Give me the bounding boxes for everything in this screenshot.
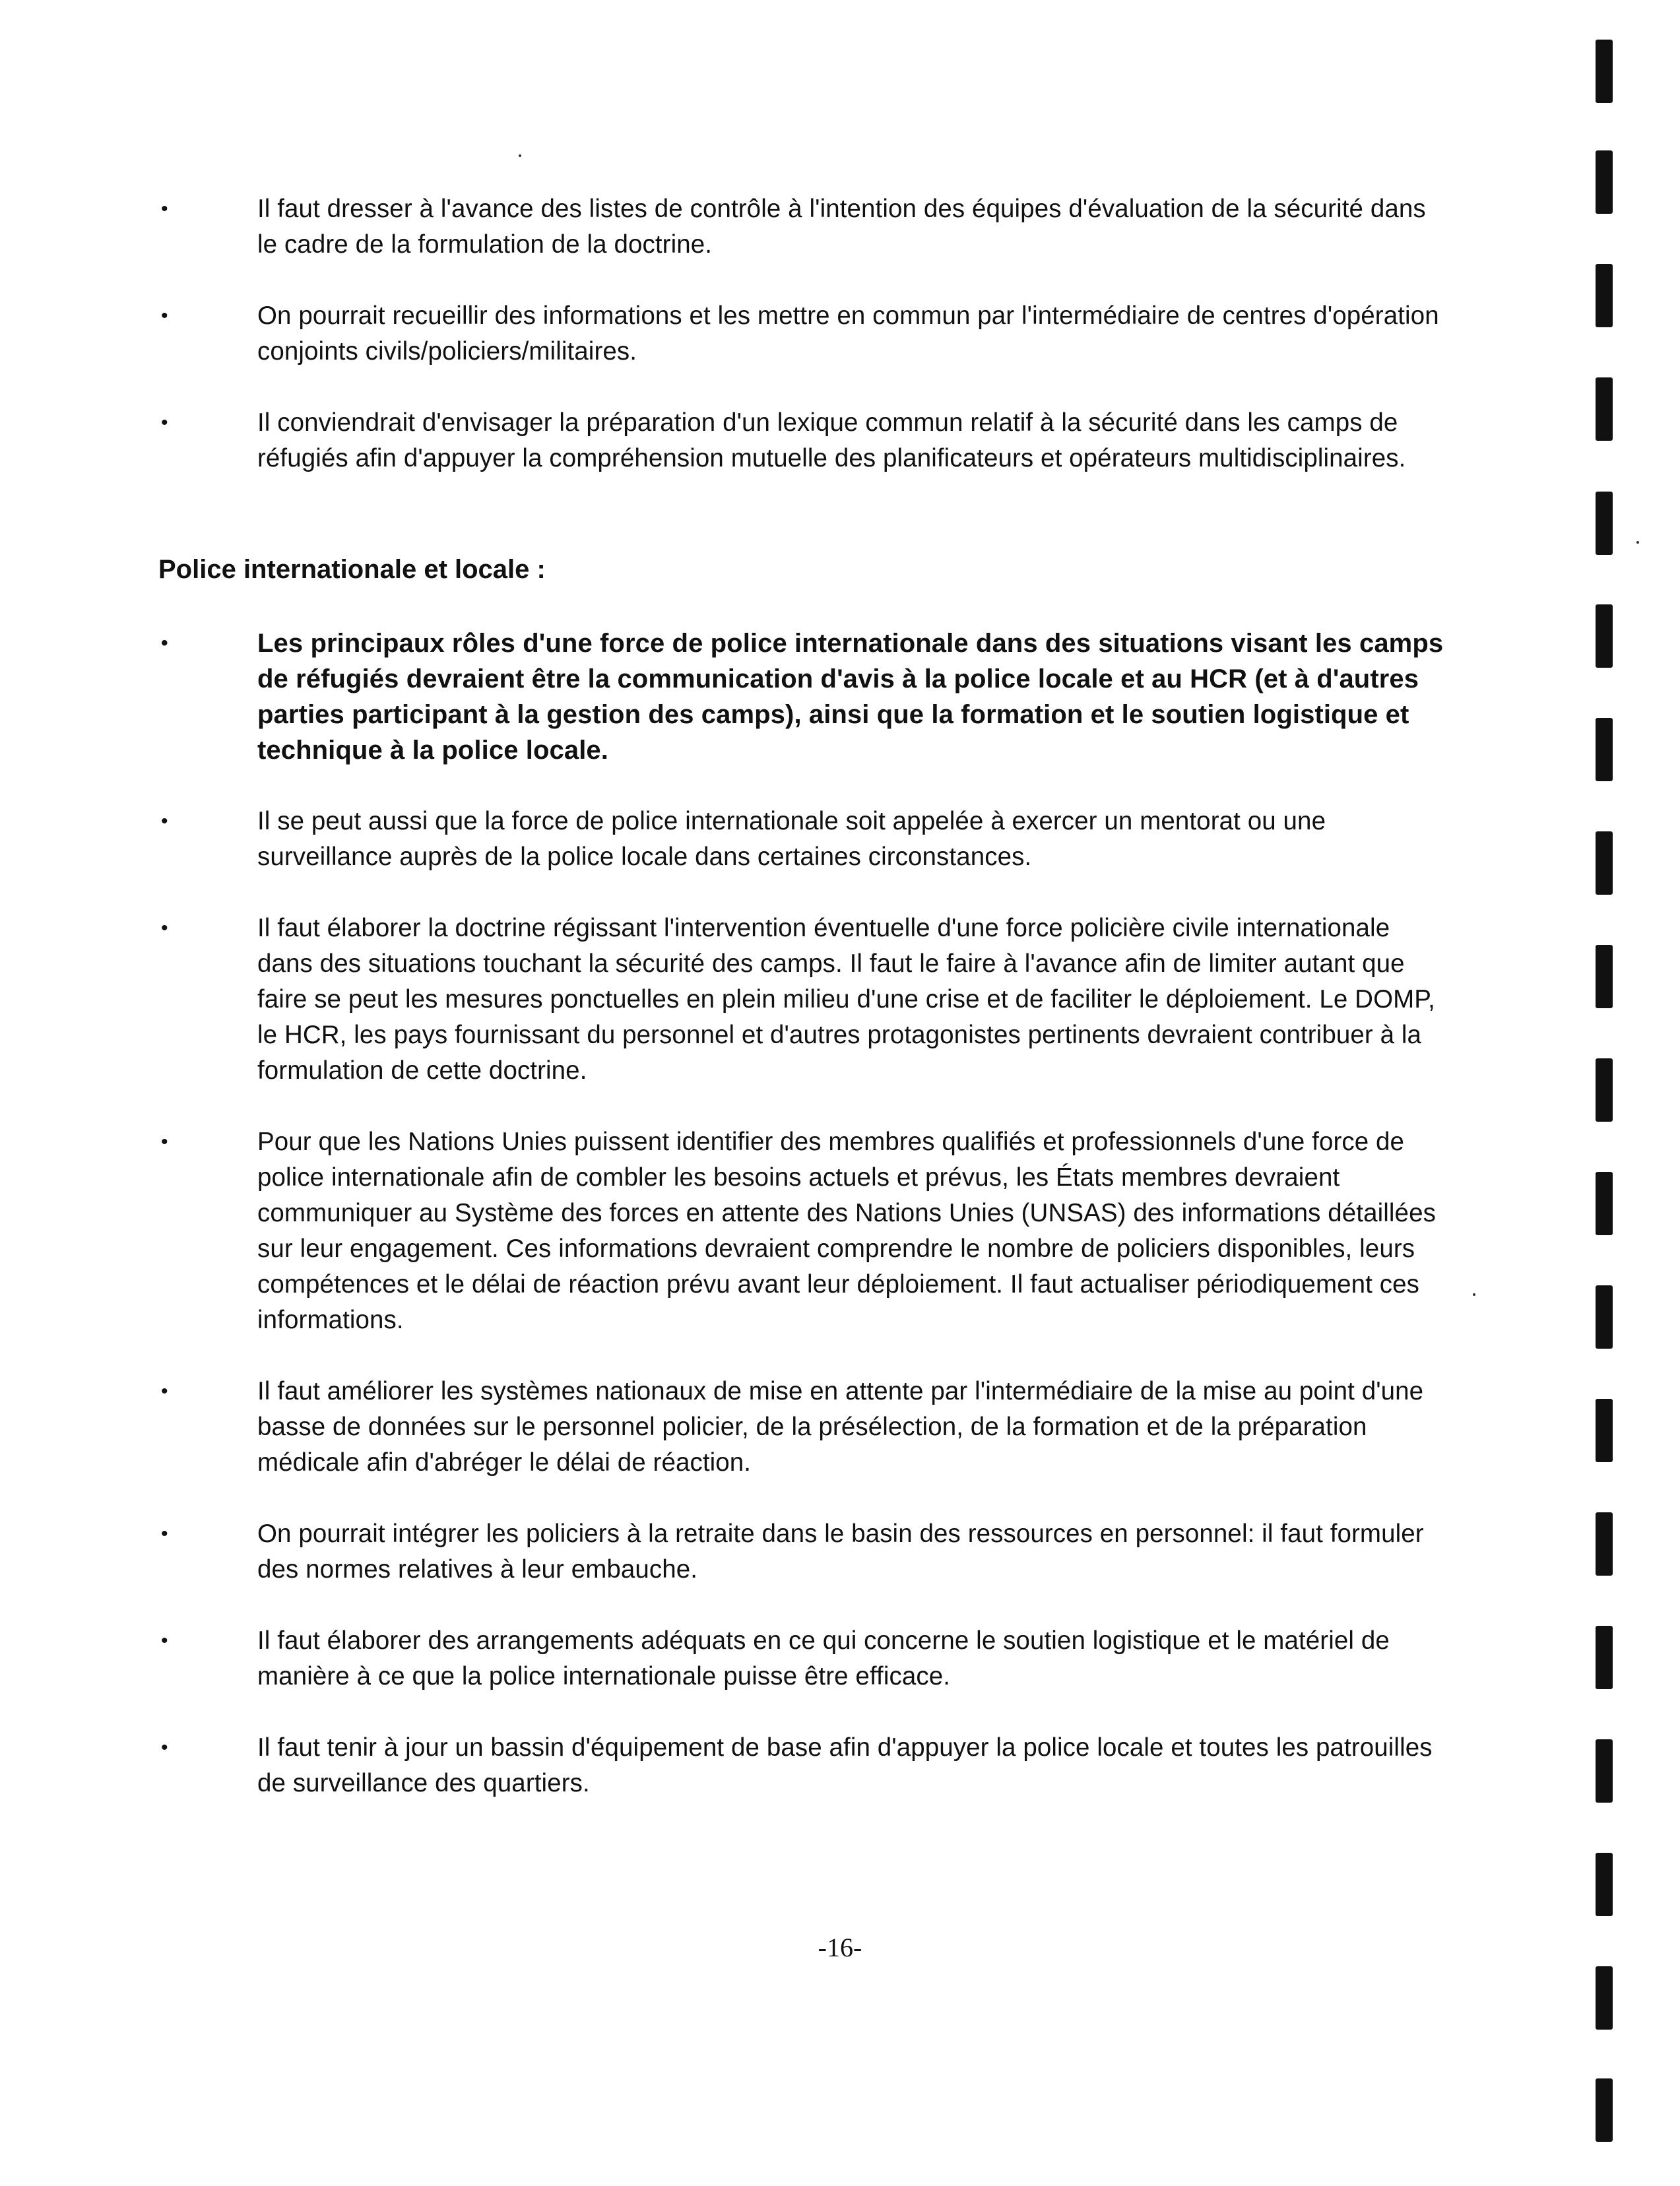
- bullet-list-police: [158, 626, 1452, 1801]
- edge-mark: [1596, 945, 1613, 1008]
- list-item: [158, 191, 1452, 263]
- bullet-marker: •: [161, 198, 168, 220]
- edge-mark: [1596, 831, 1613, 895]
- edge-mark: [1596, 604, 1613, 668]
- edge-mark: [1596, 2078, 1613, 2142]
- list-item: [158, 1730, 1452, 1801]
- edge-mark: [1596, 1512, 1613, 1576]
- edge-mark: [1596, 718, 1613, 781]
- list-item: [158, 804, 1452, 875]
- list-item: [158, 405, 1452, 476]
- list-item: [158, 298, 1452, 370]
- list-item: [158, 1124, 1452, 1338]
- edge-mark: [1596, 1626, 1613, 1689]
- bullet-list-top: [158, 191, 1452, 476]
- scan-edge-marks: [1596, 0, 1622, 2186]
- bullet-marker: •: [161, 1737, 168, 1758]
- scan-speck: [519, 154, 521, 157]
- bullet-text: Il faut élaborer des arrangements adéquats en ce qui concerne le soutien logistique et le matériel de manière à ce que la police internationale puisse être efficace.: [257, 1626, 1390, 1690]
- list-item: [158, 911, 1452, 1089]
- bullet-text: Il faut améliorer les systèmes nationaux de mise en attente par l'intermédiaire de la mise au point d'une basse de données sur le personnel policier, de la présélection, de la formation et de la préparation médicale afin d'abréger le délai de réaction.: [257, 1377, 1424, 1477]
- edge-mark: [1596, 1853, 1613, 1916]
- bullet-text: On pourrait recueillir des informations et les mettre en commun par l'intermédiaire de centres d'opération conjoints civils/policiers/militaires.: [257, 302, 1439, 366]
- list-item: [158, 626, 1452, 768]
- bullet-text: On pourrait intégrer les policiers à la retraite dans le basin des ressources en personnel: il faut formuler des normes relatives à leur embauche.: [257, 1520, 1424, 1584]
- bullet-marker: •: [161, 1380, 168, 1402]
- bullet-marker: •: [161, 412, 168, 434]
- bullet-text: Il conviendrait d'envisager la préparation d'un lexique commun relatif à la sécurité dans les camps de réfugiés afin d'appuyer la compréhension mutuelle des planificateurs et opérateurs multidisciplinaires.: [257, 408, 1406, 472]
- edge-mark: [1596, 1172, 1613, 1235]
- edge-mark: [1596, 1399, 1613, 1462]
- section-heading: Police internationale et locale :: [158, 555, 546, 584]
- edge-mark: [1596, 377, 1613, 441]
- bullet-text: Il faut dresser à l'avance des listes de contrôle à l'intention des équipes d'évaluation de la sécurité dans le cadre de la formulation de la doctrine.: [257, 195, 1426, 259]
- list-item: [158, 1516, 1452, 1588]
- edge-mark: [1596, 1966, 1613, 2030]
- bullet-text: Il se peut aussi que la force de police internationale soit appelée à exercer un mentorat ou une surveillance auprès de la police locale dans certaines circonstances.: [257, 807, 1326, 871]
- edge-mark: [1596, 40, 1613, 103]
- page-number: -16-: [818, 1933, 862, 1962]
- list-item: [158, 1374, 1452, 1481]
- edge-mark: [1596, 264, 1613, 327]
- edge-mark: [1596, 1058, 1613, 1122]
- bullet-marker: •: [161, 917, 168, 939]
- edge-mark: [1596, 492, 1613, 555]
- bullet-marker: •: [161, 305, 168, 327]
- bullet-marker: •: [161, 1630, 168, 1652]
- edge-mark: [1596, 1285, 1613, 1349]
- edge-mark: [1596, 1739, 1613, 1803]
- bullet-text: Les principaux rôles d'une force de police internationale dans des situations visant les camps de réfugiés devraient être la communication d'avis à la police locale et au HCR (et à d'autres parties participant à la gestion des camps), ainsi que la formation et le soutien logistique et technique à la police locale.: [257, 629, 1444, 765]
- edge-mark: [1596, 150, 1613, 214]
- scan-speck: [1473, 1293, 1475, 1296]
- bullet-marker: •: [161, 1131, 168, 1153]
- bullet-marker: •: [161, 810, 168, 832]
- list-item: [158, 1623, 1452, 1694]
- bullet-text: Pour que les Nations Unies puissent identifier des membres qualifiés et professionnels d'une force de police internationale afin de combler les besoins actuels et prévus, les États membres devraient communiquer au Système des forces en attente des Nations Unies (UNSAS) des informations détaillées sur leur engagement. Ces informations devraient comprendre le nombre de policiers disponibles, leurs compétences et le délai de réaction prévu avant leur déploiement. Il faut actualiser périodiquement ces informations.: [257, 1128, 1436, 1334]
- bullet-marker: •: [161, 632, 168, 654]
- bullet-text: Il faut élaborer la doctrine régissant l'intervention éventuelle d'une force policière civile internationale dans des situations touchant la sécurité des camps. Il faut le faire à l'avance afin de limiter autant que faire se peut les mesures ponctuelles en plein milieu d'une crise et de faciliter le déploiement. Le DOMP, le HCR, les pays fournissant du personnel et d'autres protagonistes pertinents devraient contribuer à la formulation de cette doctrine.: [257, 914, 1435, 1085]
- bullet-marker: •: [161, 1523, 168, 1545]
- scan-speck: [1636, 541, 1639, 544]
- bullet-text: Il faut tenir à jour un bassin d'équipement de base afin d'appuyer la police locale et toutes les patrouilles de surveillance des quartiers.: [257, 1733, 1433, 1797]
